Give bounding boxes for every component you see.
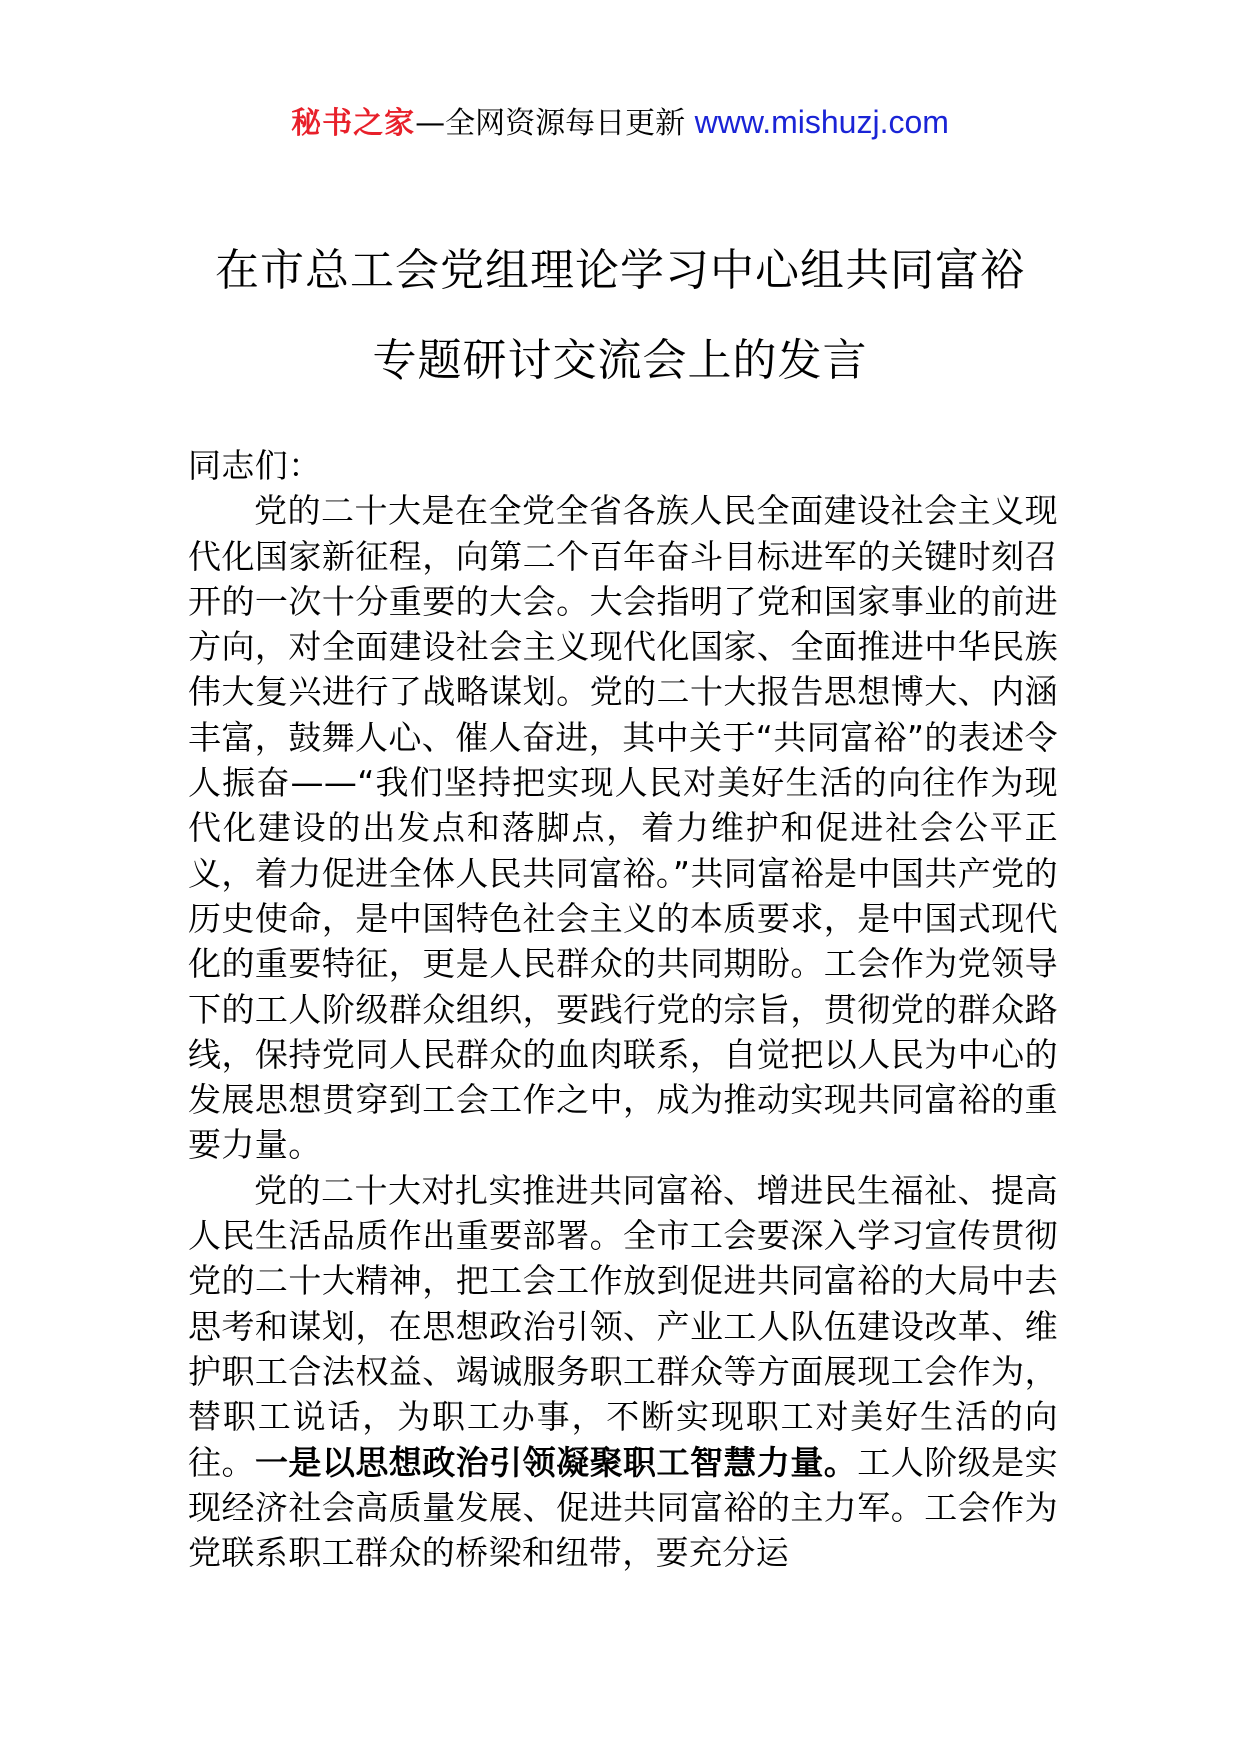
paragraph-2-text: 党的二十大对扎实推进共同富裕、增进民生福祉、提高人民生活品质作出重要部署。全市工会要深入学习宣传贯彻党的二十大精神，把工会工作放到促进共同富裕的大局中去思考和谋划，在思想政治引领、产业工人队伍建设改革、维护职工合法权益、竭诚服务职工群众等方面展现工会作为，替职工说话，为职工办事，不断实现职工对美好生活的向往。 [188,1170,1058,1482]
paragraph-2 [188,1168,1058,1576]
salutation: 同志们： [188,446,322,485]
paragraph-2-bold-heading: 一是以思想政治引领凝聚职工智慧力量。 [254,1442,858,1482]
header-tagline: —全网资源每日更新 [415,106,695,141]
brand-name: 秘书之家 [291,106,416,141]
document-title [0,226,1240,406]
title-line-1: 在市总工会党组理论学习中心组共同富裕 [215,245,1025,296]
paragraph-1: 党的二十大是在全党全省各族人民全面建设社会主义现代化国家新征程，向第二个百年奋斗目标进军的关键时刻召开的一次十分重要的大会。大会指明了党和国家事业的前进方向，对全面建设社会主义现代化国家、全面推进中华民族伟大复兴进行了战略谋划。党的二十大报告思想博大、内涵丰富，鼓舞人心、催人奋进，其中关于“共同富裕”的表述令人振奋——“我们坚持把实现人民对美好生活的向往作为现代化建设的出发点和落脚点，着力维护和促进社会公平正义，着力促进全体人民共同富裕。”共同富裕是中国共产党的历史使命，是中国特色社会主义的本质要求，是中国式现代化的重要特征，更是人民群众的共同期盼。工会作为党领导下的工人阶级群众组织，要践行党的宗旨，贯彻党的群众路线，保持党同人民群众的血肉联系，自觉把以人民为中心的发展思想贯穿到工会工作之中，成为推动实现共同富裕的重要力量。 [188,491,1058,1165]
site-url: www.mishuzj.com [694,104,949,140]
page-header [0,100,1240,146]
title-line-2: 专题研讨交流会上的发言 [372,335,868,386]
document-body [188,443,1058,1575]
paragraph-2-tail: 工人阶级是实现经济社会高质量发展、促进共同富裕的主力军。工会作为党联系职工群众的桥梁和纽带，要充分运 [188,1442,1058,1573]
